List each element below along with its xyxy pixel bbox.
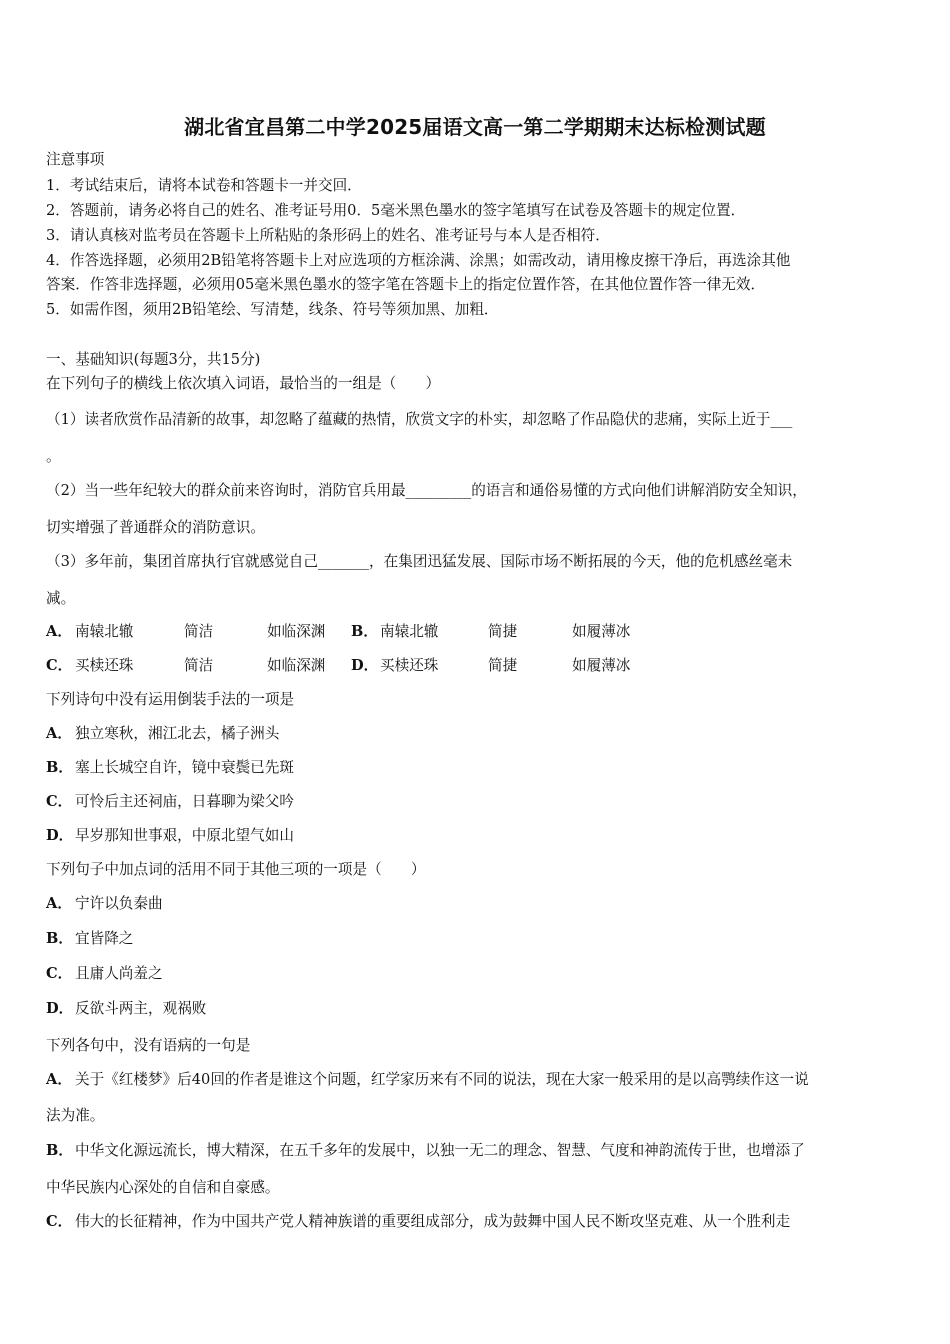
q1-option-a-word2: 简洁 [184, 623, 214, 640]
q1-option-a-label: A． [46, 623, 72, 640]
q2-option-b-text: 塞上长城空自许，镜中衰鬓已先斑 [75, 759, 294, 776]
q3-option-c-label: C． [46, 965, 73, 982]
q4-option-a-cont: 法为准。 [46, 1107, 105, 1124]
q1-option-d-label: D． [351, 657, 379, 674]
q3-option-d-label: D． [46, 1000, 74, 1017]
notice-heading: 注意事项 [46, 151, 105, 168]
q1-option-d-word1: 买椟还珠 [380, 657, 439, 674]
q1-option-d-word2: 简捷 [488, 657, 518, 674]
q1-option-a-word1: 南辕北辙 [75, 623, 134, 640]
q1-sentence-3-cont: 减。 [46, 590, 76, 607]
q1-option-c-label: C． [46, 657, 73, 674]
q1-option-c-word1: 买椟还珠 [75, 657, 134, 674]
q1-sentence-2-cont: 切实增强了普通群众的消防意识。 [46, 519, 265, 536]
notice-item-1: 1．考试结束后，请将本试卷和答题卡一并交回． [46, 177, 362, 194]
q2-option-d-label: D． [46, 827, 74, 844]
q2-option-d-text: 早岁那知世事艰，中原北望气如山 [75, 827, 294, 844]
q3-option-b-label: B． [46, 930, 73, 947]
q1-sentence-1: （1）读者欣赏作品清新的故事，却忽略了蕴藏的热情，欣赏文字的朴实，却忽略了作品隐伏的悲痛，实际上近于___ [46, 411, 793, 428]
q1-sentence-2: （2）当一些年纪较大的群众前来咨询时，消防官兵用最_________的语言和通俗易懂的方式向他们讲解消防安全知识， [46, 482, 807, 499]
q4-option-b-label: B． [46, 1142, 73, 1159]
q1-option-c-word3: 如临深渊 [267, 657, 326, 674]
notice-item-3: 3．请认真核对监考员在答题卡上所粘贴的条形码上的姓名、准考证号与本人是否相符． [46, 227, 610, 244]
q2-stem: 下列诗句中没有运用倒装手法的一项是 [46, 691, 295, 708]
q4-option-a-text: 关于《红楼梦》后40回的作者是谁这个问题，红学家历来有不同的说法，现在大家一般采用的是以高鹗续作这一说 [75, 1071, 809, 1088]
q2-option-c-label: C． [46, 793, 73, 810]
q4-stem: 下列各句中，没有语病的一句是 [46, 1037, 251, 1054]
q1-option-d-word3: 如履薄冰 [572, 657, 631, 674]
q3-option-d-text: 反欲斗两主，观祸败 [75, 1000, 207, 1017]
notice-item-4-cont: 答案．作答非选择题，必须用05毫米黑色墨水的签字笔在答题卡上的指定位置作答，在其他位置作答一律无效． [46, 276, 766, 293]
q4-option-c-label: C． [46, 1213, 73, 1230]
q4-option-a-label: A． [46, 1071, 72, 1088]
notice-item-2: 2．答题前，请务必将自己的姓名、准考证号用0．5毫米黑色墨水的签字笔填写在试卷及答题卡的规定位置． [46, 202, 746, 219]
section-heading: 一、基础知识(每题3分，共15分) [46, 351, 261, 368]
notice-item-5: 5．如需作图，须用2B铅笔绘、写清楚，线条、符号等须加黑、加粗． [46, 301, 499, 318]
exam-title: 湖北省宜昌第二中学2025届语文高一第二学期期末达标检测试题 [184, 115, 766, 139]
q1-sentence-1-cont: 。 [46, 448, 61, 465]
q1-stem: 在下列句子的横线上依次填入词语，最恰当的一组是（ ） [46, 375, 441, 392]
q3-option-b-text: 宜皆降之 [75, 930, 134, 947]
q4-option-c-text: 伟大的长征精神，作为中国共产党人精神族谱的重要组成部分，成为鼓舞中国人民不断攻坚克难、从一个胜利走 [75, 1213, 791, 1230]
q1-option-b-word3: 如履薄冰 [572, 623, 631, 640]
q1-option-a-word3: 如临深渊 [267, 623, 326, 640]
q3-option-a-label: A． [46, 895, 72, 912]
q1-option-c-word2: 简洁 [184, 657, 214, 674]
notice-item-4: 4．作答选择题，必须用2B铅笔将答题卡上对应选项的方框涂满、涂黑；如需改动，请用橡皮擦干净后，再选涂其他 [46, 252, 791, 269]
q3-option-a-text: 宁许以负秦曲 [75, 895, 163, 912]
q2-option-c-text: 可怜后主还祠庙，日暮聊为梁父吟 [75, 793, 294, 810]
q4-option-b-text: 中华文化源远流长，博大精深，在五千多年的发展中，以独一无二的理念、智慧、气度和神韵流传于世，也增添了 [75, 1142, 805, 1159]
q2-option-a-label: A． [46, 725, 72, 742]
q1-sentence-3: （3）多年前，集团首席执行官就感觉自己_______，在集团迅猛发展、国际市场不断拓展的今天，他的危机感丝毫未 [46, 553, 793, 570]
q2-option-b-label: B． [46, 759, 73, 776]
q3-option-c-text: 且庸人尚羞之 [75, 965, 163, 982]
q3-stem: 下列句子中加点词的活用不同于其他三项的一项是（ ） [46, 861, 426, 878]
q1-option-b-label: B． [351, 623, 378, 640]
q1-option-b-word2: 简捷 [488, 623, 518, 640]
q4-option-b-cont: 中华民族内心深处的自信和自豪感。 [46, 1179, 280, 1196]
q2-option-a-text: 独立寒秋，湘江北去，橘子洲头 [75, 725, 280, 742]
q1-option-b-word1: 南辕北辙 [380, 623, 439, 640]
